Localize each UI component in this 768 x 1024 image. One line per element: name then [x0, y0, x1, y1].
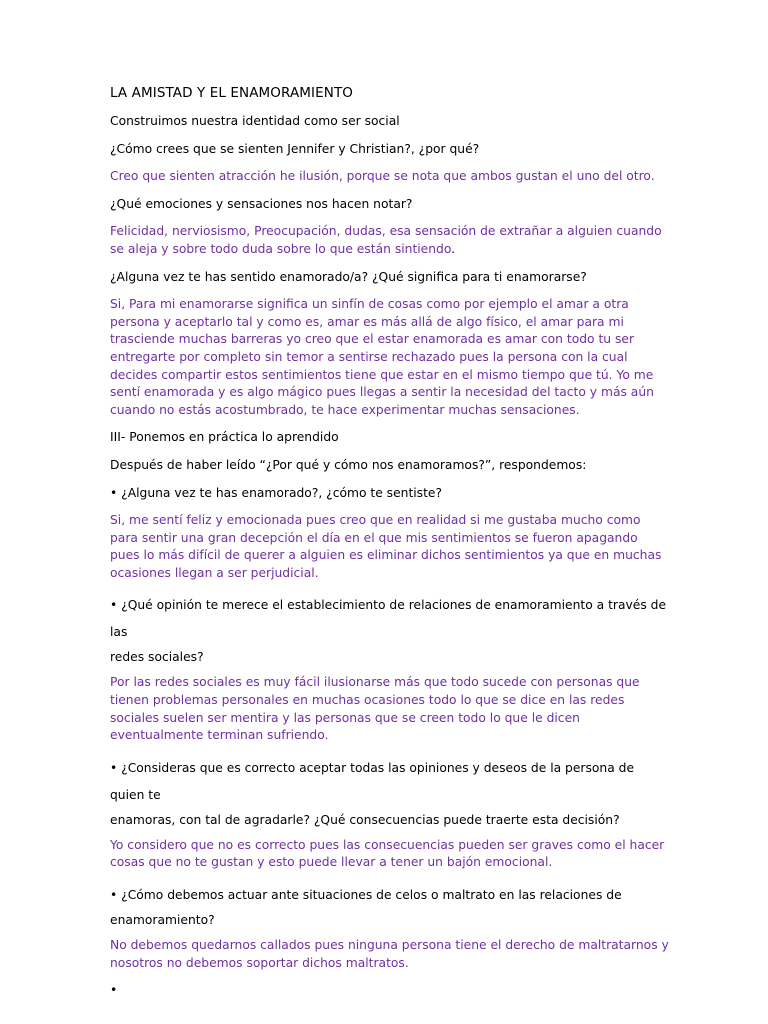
- answer-text-body: Creo que sienten atracción he ilusión, porque se nota que ambos gustan el uno del otro.: [110, 169, 655, 184]
- question-text-line2: enamoras, con tal de agradarle? ¿Qué consecuencias puede traerte esta decisión?: [110, 812, 620, 827]
- question-text: • ¿Alguna vez te has enamorado?, ¿cómo te sentiste?: [110, 485, 443, 500]
- answer-text-body: Por las redes sociales es muy fácil ilusionarse más que todo sucede con personas que tienen problemas personales en muchas ocasiones todo lo que se dice en las redes sociales suelen ser mentira y las personas que se creen todo lo que le dicen eventualmente terminan sufriendo.: [110, 675, 640, 743]
- empty-bullet: •: [110, 983, 118, 998]
- question-text: ¿Alguna vez te has sentido enamorado/a? ¿Qué significa para ti enamorarse?: [110, 269, 587, 284]
- question-text-line1: • ¿Qué opinión te merece el establecimiento de relaciones de enamoramiento a través de las: [110, 598, 667, 640]
- answer-text-body: Si, me sentí feliz y emocionada pues creo que en realidad si me gustaba mucho como para sentir una gran decepción el día en el que mis sentimientos se fueron apagando pues lo más difícil de querer a alguien es eliminar dichos sentimientos ya que en muchas ocasiones llegan a ser perjudicial.: [110, 513, 662, 580]
- answer-text: [110, 168, 670, 186]
- answer-text: [110, 223, 670, 258]
- answer-text: [110, 296, 670, 419]
- answer-text: [110, 937, 670, 972]
- question-text: III- Ponemos en práctica lo aprendido: [110, 430, 339, 445]
- document-blocks: [110, 113, 670, 972]
- question-text: ¿Cómo crees que se sienten Jennifer y Christian?, ¿por qué?: [110, 141, 480, 156]
- answer-text: [110, 512, 670, 582]
- question-text-line1: • ¿Cómo debemos actuar ante situaciones de celos o maltrato en las relaciones de: [110, 888, 622, 903]
- answer-text-body: Si, Para mi enamorarse significa un sinfín de cosas como por ejemplo el amar a otra persona y aceptarlo tal y como es, amar es más allá de algo físico, el amar para mi trasciende muchas barreras yo creo que el estar enamorada es amar con todo tu ser entregarte por completo sin temor a sentirse rechazado pues la persona con la cual decides compartir estos sentimientos tiene que estar en el mismo tiempo que tú. Yo me sentí enamorada y es algo mágico pues llegas a sentir la necesidad del tacto y más aún cuando no estás acostumbrado, te hace experimentar muchas sensaciones.: [110, 297, 654, 417]
- question-text: Construimos nuestra identidad como ser social: [110, 114, 400, 128]
- answer-text: [110, 837, 670, 872]
- question-text-line2: redes sociales?: [110, 650, 204, 665]
- answer-text-tail: .: [451, 241, 456, 256]
- answer-text-body: Felicidad, nerviosismo, Preocupación, dudas, esa sensación de extrañar a alguien cuando se aleja y sobre todo duda sobre lo que están sintiendo: [110, 224, 662, 256]
- question-text-line2: enamoramiento?: [110, 913, 215, 928]
- document-title: LA AMISTAD Y EL ENAMORAMIENTO: [110, 85, 354, 101]
- question-text: ¿Qué emociones y sensaciones nos hacen notar?: [110, 196, 413, 211]
- answer-text-body: No debemos quedarnos callados pues ninguna persona tiene el derecho de maltratarnos y nosotros no debemos soportar dichos maltratos.: [110, 938, 669, 970]
- question-text-line1: • ¿Consideras que es correcto aceptar todas las opiniones y deseos de la persona de quien te: [110, 760, 635, 802]
- answer-text-body: Yo considero que no es correcto pues las consecuencias pueden ser graves como el hacer cosas que no te gustan y esto puede llevar a tener un bajón emocional.: [110, 837, 665, 870]
- answer-text: [110, 674, 670, 744]
- document-body: [110, 84, 670, 1000]
- question-text: Después de haber leído “¿Por qué y cómo nos enamoramos?”, respondemos:: [110, 457, 587, 472]
